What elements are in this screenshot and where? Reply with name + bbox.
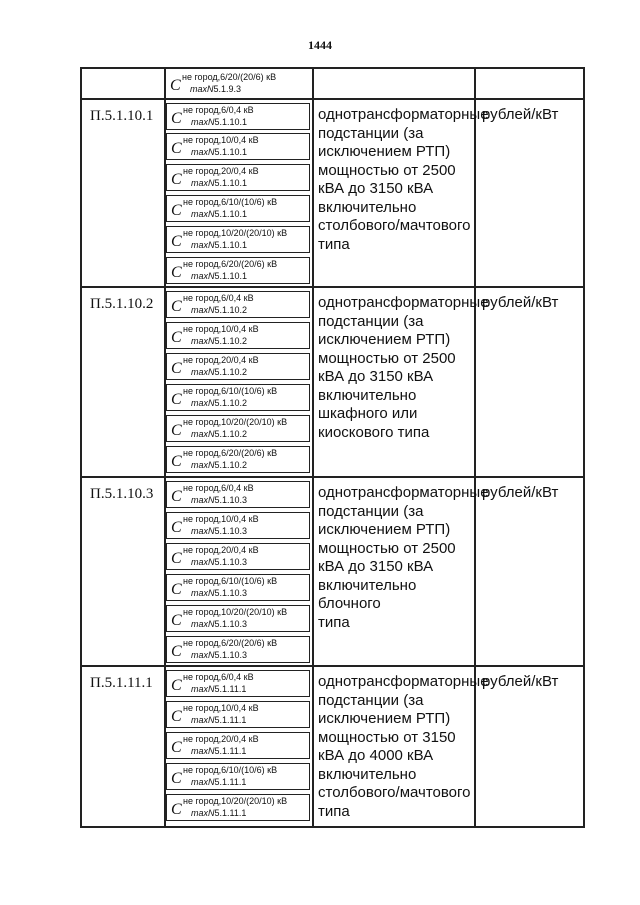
formula-cell: C не город,6/10/(10/6) кВ maxN5.1.10.3 bbox=[166, 574, 310, 601]
item-description: однотрансформаторные подстанции (за исключением РТП) мощностью от 2500 кВА до 3150 кВА включительно шкафного или киоскового типа bbox=[318, 294, 489, 441]
table-row bbox=[82, 286, 583, 476]
formula-cell: C не город,20/0,4 кВ maxN5.1.10.2 bbox=[166, 353, 310, 380]
formula-cell: C не город,6/0,4 кВ maxN5.1.10.1 bbox=[166, 103, 310, 130]
formula-cell: C не город,10/0,4 кВ maxN5.1.10.1 bbox=[166, 133, 310, 160]
formula-cell: C не город,20/0,4 кВ maxN5.1.10.1 bbox=[166, 164, 310, 191]
formula-cell: C не город,10/0,4 кВ maxN5.1.10.2 bbox=[166, 322, 310, 349]
formula-cell: C не город,6/10/(10/6) кВ maxN5.1.10.2 bbox=[166, 384, 310, 411]
formula-cell: C не город,20/0,4 кВ maxN5.1.10.3 bbox=[166, 543, 310, 570]
table-row bbox=[82, 98, 583, 286]
item-code: П.5.1.10.1 bbox=[90, 108, 154, 124]
formula-cell: C не город,6/10/(10/6) кВ maxN5.1.11.1 bbox=[166, 763, 310, 790]
item-code: П.5.1.10.3 bbox=[90, 486, 154, 502]
item-description: однотрансформаторные подстанции (за исключением РТП) мощностью от 2500 кВА до 3150 кВА включительно столбового/мачтового типа bbox=[318, 106, 489, 253]
formula-cell: C не город,6/0,4 кВ maxN5.1.11.1 bbox=[166, 670, 310, 697]
formula-cell: C не город,6/0,4 кВ maxN5.1.10.2 bbox=[166, 291, 310, 318]
table-row bbox=[82, 665, 583, 826]
item-unit: рублей/кВт bbox=[482, 106, 559, 123]
table-row bbox=[82, 476, 583, 665]
item-description: однотрансформаторные подстанции (за исключением РТП) мощностью от 2500 кВА до 3150 кВА включительно блочного типа bbox=[318, 484, 489, 631]
item-code: П.5.1.10.2 bbox=[90, 296, 154, 312]
formula-cell: C не город,6/20/(20/6) кВ maxN5.1.10.1 bbox=[166, 257, 310, 284]
formula-superscript: не город,6/20/(20/6) кВ bbox=[182, 72, 277, 82]
formula-cell: C не город,6/20/(20/6) кВ maxN5.1.9.3 bbox=[170, 72, 277, 94]
formula-cell: C не город,6/20/(20/6) кВ maxN5.1.10.3 bbox=[166, 636, 310, 663]
formula-cell: C не город,10/20/(20/10) кВ maxN5.1.10.3 bbox=[166, 605, 310, 632]
formula-cell: C не город,6/10/(10/6) кВ maxN5.1.10.1 bbox=[166, 195, 310, 222]
formula-cell: C не город,6/20/(20/6) кВ maxN5.1.10.2 bbox=[166, 446, 310, 473]
formula-cell: C не город,10/20/(20/10) кВ maxN5.1.10.1 bbox=[166, 226, 310, 253]
item-description: однотрансформаторные подстанции (за исключением РТП) мощностью от 3150 кВА до 4000 кВА включительно столбового/мачтового типа bbox=[318, 673, 489, 820]
item-unit: рублей/кВт bbox=[482, 673, 559, 690]
item-unit: рублей/кВт bbox=[482, 484, 559, 501]
table-row-continued bbox=[82, 67, 583, 98]
formula-cell: C не город,10/0,4 кВ maxN5.1.11.1 bbox=[166, 701, 310, 728]
tariff-table bbox=[80, 67, 585, 828]
formula-cell: C не город,10/0,4 кВ maxN5.1.10.3 bbox=[166, 512, 310, 539]
item-code: П.5.1.11.1 bbox=[90, 675, 153, 691]
formula-cell: C не город,10/20/(20/10) кВ maxN5.1.10.2 bbox=[166, 415, 310, 442]
formula-cell: C не город,10/20/(20/10) кВ maxN5.1.11.1 bbox=[166, 794, 310, 821]
formula-cell: C не город,6/0,4 кВ maxN5.1.10.3 bbox=[166, 481, 310, 508]
formula-subscript: maxN5.1.9.3 bbox=[190, 84, 242, 94]
formula-cell: C не город,20/0,4 кВ maxN5.1.11.1 bbox=[166, 732, 310, 759]
item-unit: рублей/кВт bbox=[482, 294, 559, 311]
page-number: 1444 bbox=[308, 38, 332, 52]
